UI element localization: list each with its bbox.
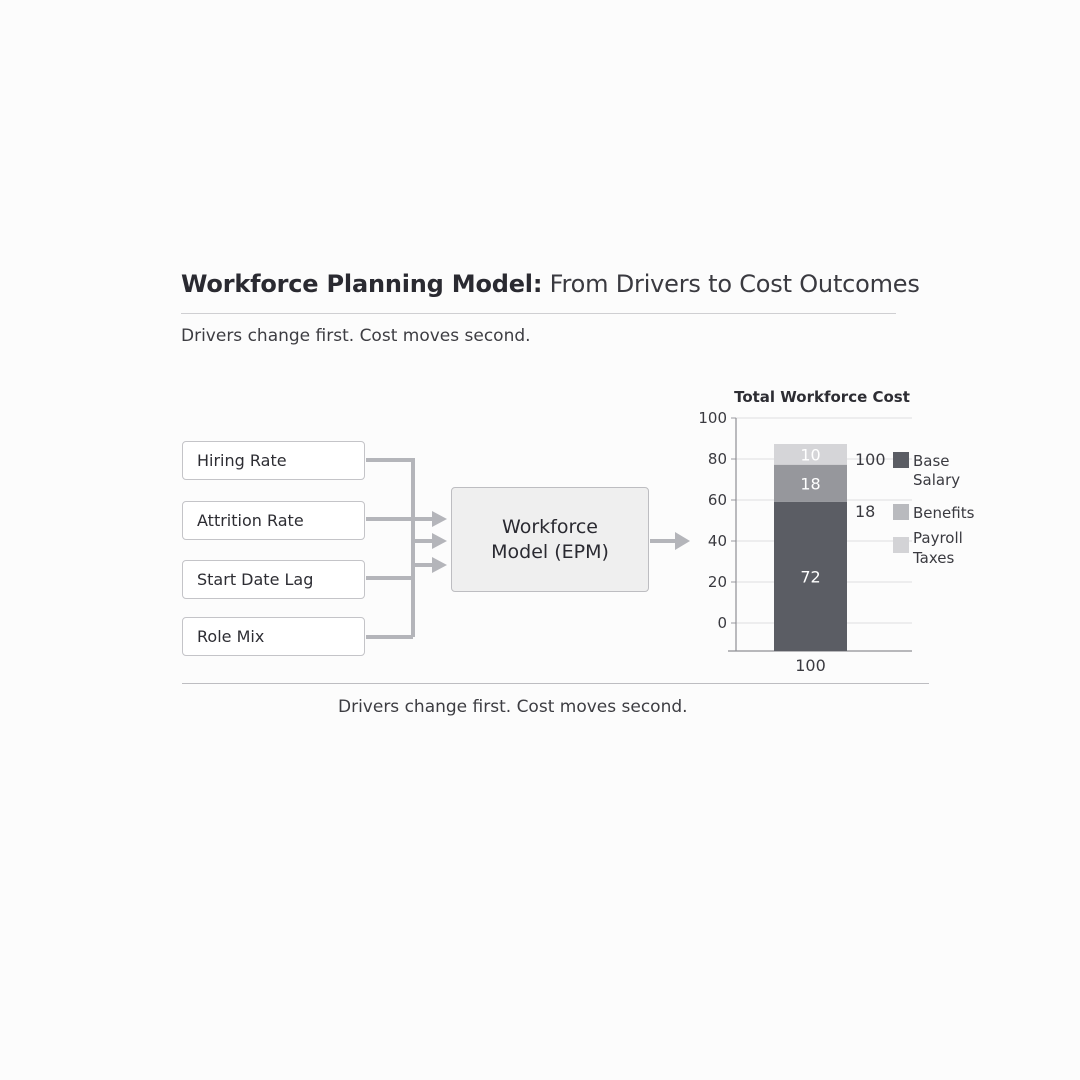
legend-label-base-salary: Base (913, 452, 950, 470)
legend-label-payroll-taxes: Payroll (913, 529, 963, 547)
subtitle: Drivers change first. Cost moves second. (181, 326, 531, 346)
driver-attrition-rate: Attrition Rate (182, 501, 365, 540)
y-tick-label: 80 (707, 450, 727, 468)
side-label-total: 100 (855, 450, 886, 469)
title-light: From Drivers to Cost Outcomes (549, 270, 920, 298)
segment-label-base-salary: 72 (800, 567, 821, 587)
caption: Drivers change first. Cost moves second. (338, 697, 688, 717)
legend-swatch-base-salary (893, 452, 909, 468)
bottom-divider (182, 683, 929, 684)
legend-swatch-payroll-taxes (893, 537, 909, 553)
y-tick-label: 40 (707, 532, 727, 550)
model-label-line2: Model (EPM) (491, 540, 609, 563)
chart-title: Total Workforce Cost (734, 388, 910, 406)
y-tick-label: 0 (717, 614, 727, 632)
legend-label-benefits: Benefits (913, 504, 975, 522)
legend-swatch-benefits (893, 504, 909, 520)
model-label-line1: Workforce (502, 515, 598, 538)
driver-role-mix: Role Mix (182, 617, 365, 656)
legend-label-base-salary-cont: Salary (913, 471, 961, 489)
y-tick-label: 20 (707, 573, 727, 591)
x-category-label: 100 (795, 656, 826, 675)
title-bold: Workforce Planning Model: (181, 270, 543, 298)
y-tick-label: 60 (707, 491, 727, 509)
driver-hiring-rate: Hiring Rate (182, 441, 365, 480)
y-tick-label: 100 (698, 409, 727, 427)
side-label-benefits: 18 (855, 502, 876, 521)
driver-start-date-lag: Start Date Lag (182, 560, 365, 599)
segment-label-benefits: 18 (800, 474, 821, 494)
legend-label-payroll-taxes-cont: Taxes (913, 549, 955, 567)
segment-label-payroll-taxes: 10 (800, 445, 821, 465)
